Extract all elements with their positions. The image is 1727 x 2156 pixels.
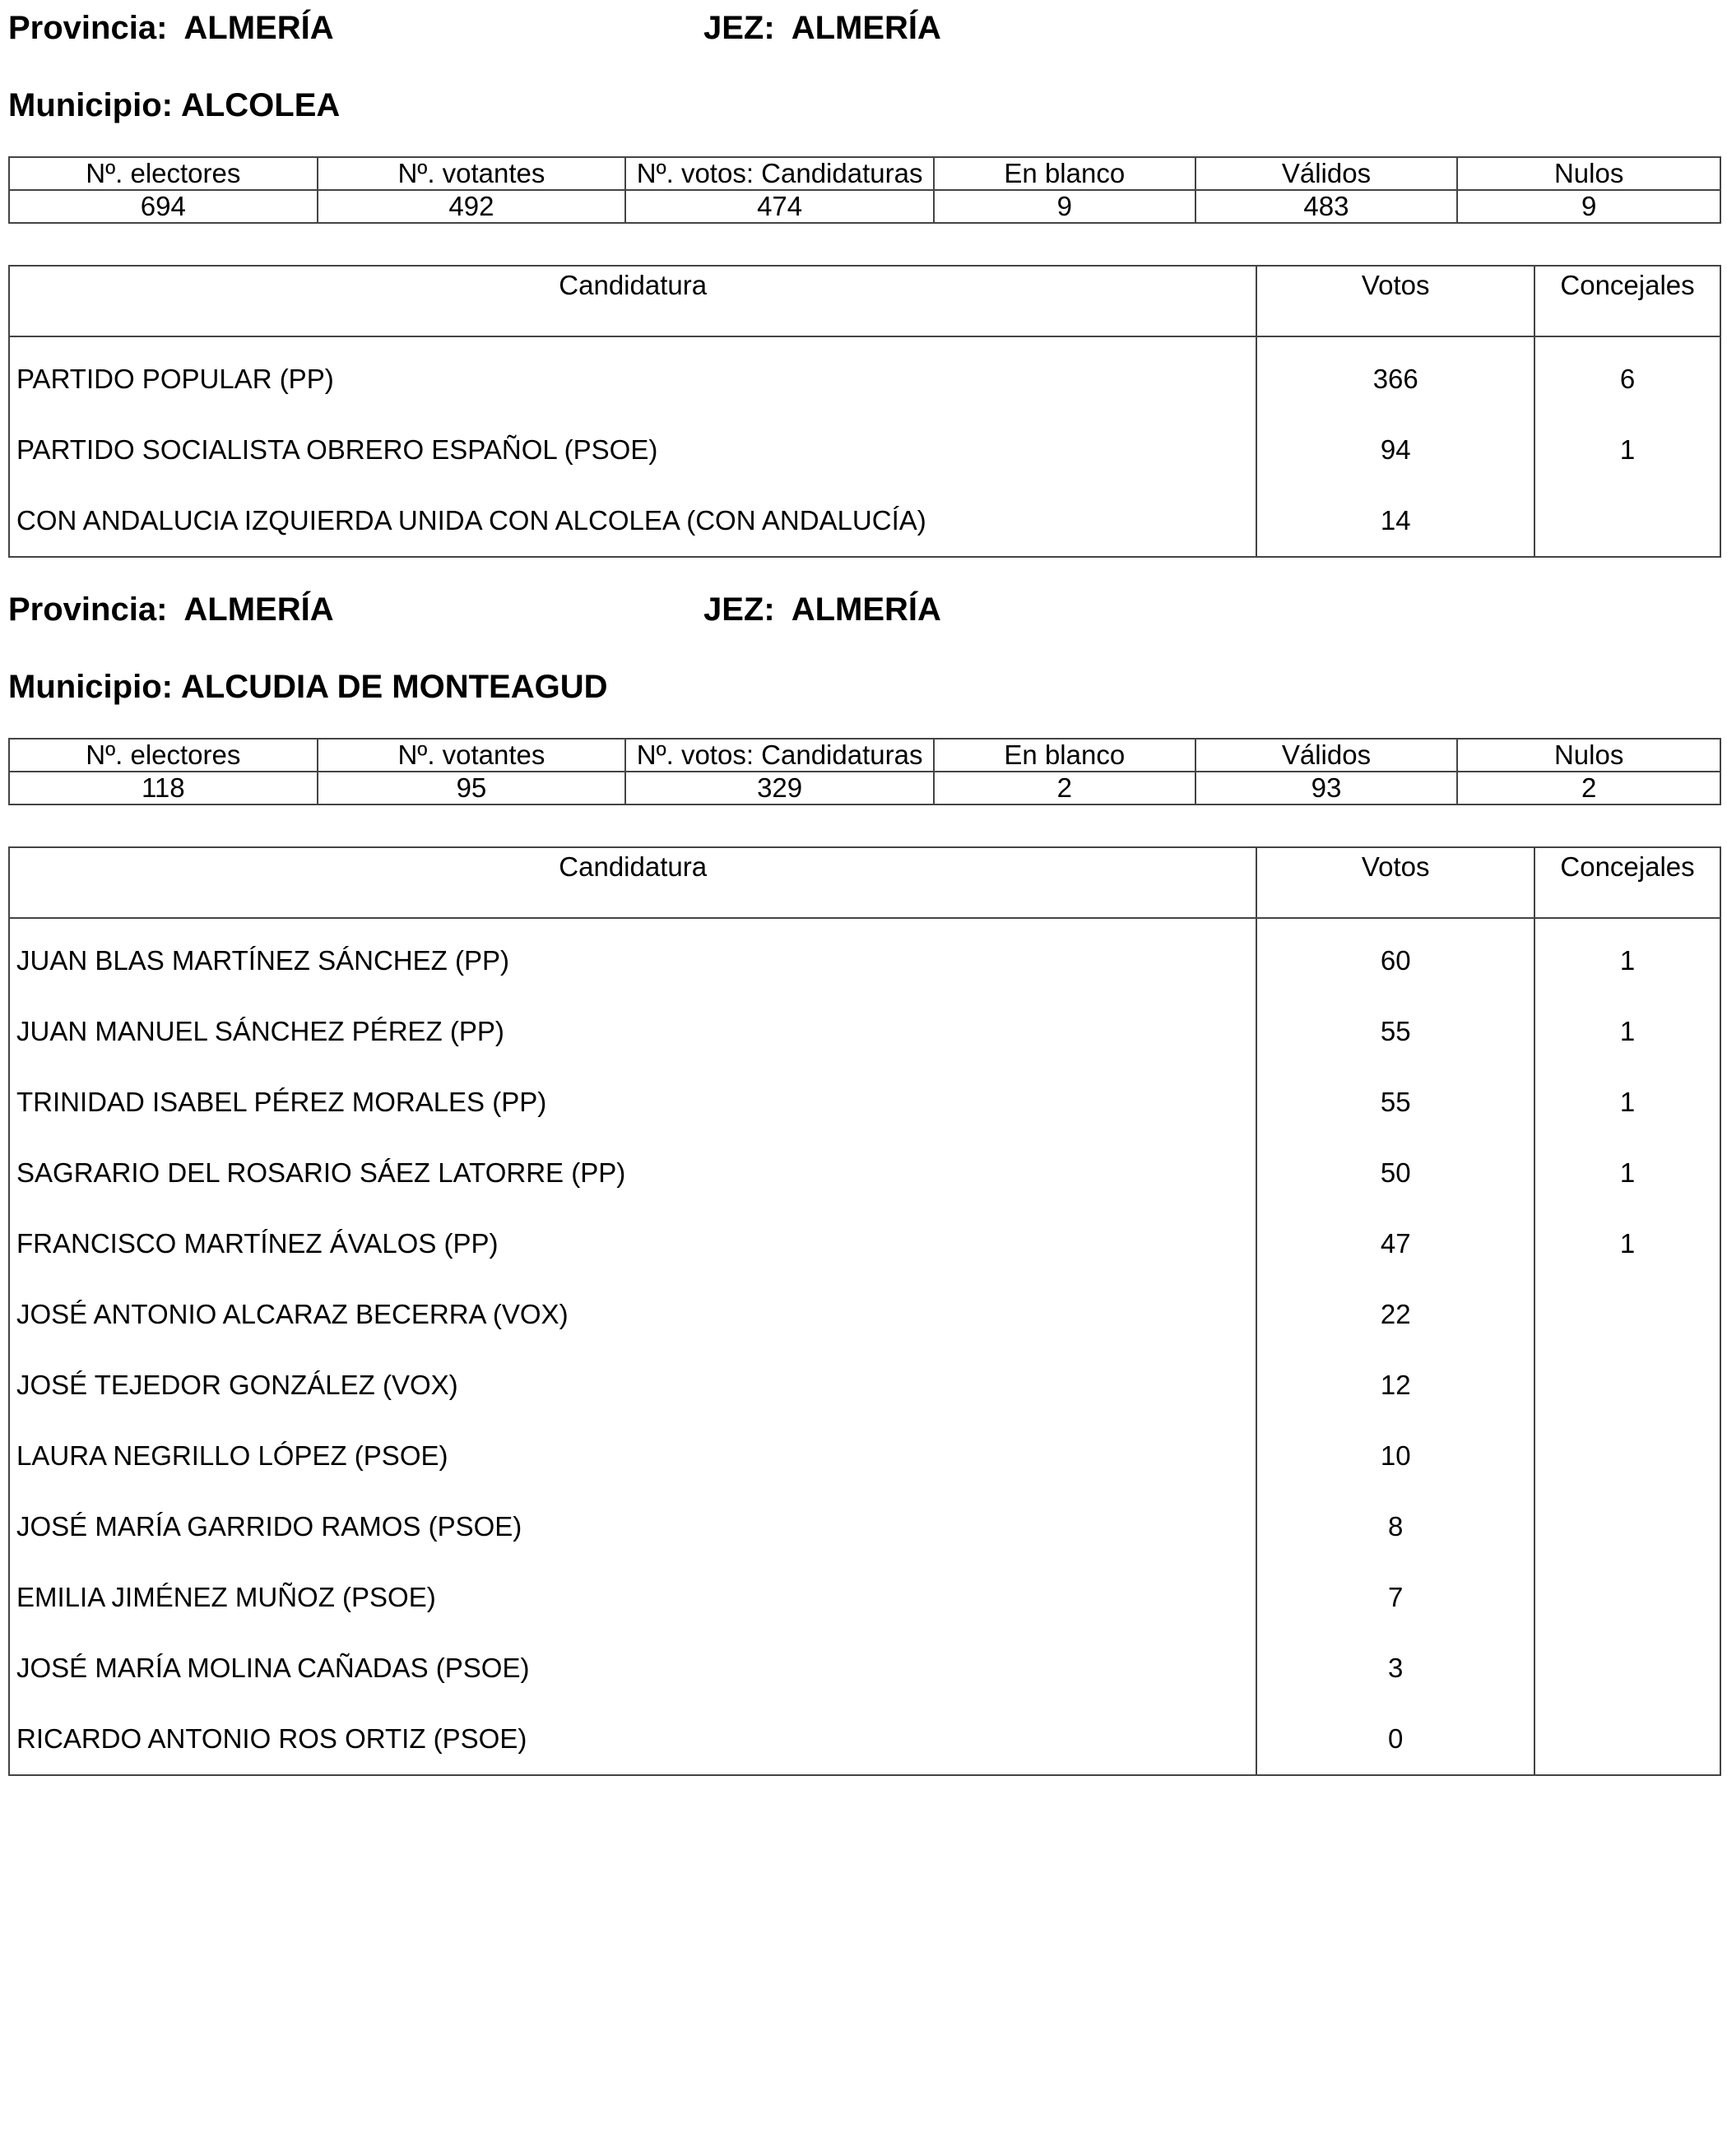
jez-line	[703, 12, 941, 44]
provincia-label: Provincia:	[8, 10, 168, 46]
candidatura-name: JOSÉ TEJEDOR GONZÁLEZ (VOX)	[9, 1350, 1256, 1421]
candidatura-name: RICARDO ANTONIO ROS ORTIZ (PSOE)	[9, 1704, 1256, 1775]
votos-value: 60	[1256, 918, 1534, 996]
summary-value-cell: 474	[625, 190, 934, 223]
candidatura-name: JOSÉ ANTONIO ALCARAZ BECERRA (VOX)	[9, 1279, 1256, 1350]
concejales-value	[1534, 1279, 1720, 1350]
candidatura-name: SAGRARIO DEL ROSARIO SÁEZ LATORRE (PP)	[9, 1138, 1256, 1208]
concejales-value: 1	[1534, 1067, 1720, 1138]
votos-value: 10	[1256, 1421, 1534, 1491]
jez-value: ALMERÍA	[791, 591, 941, 628]
summary-value-cell: 329	[625, 772, 934, 804]
table-row	[9, 415, 1720, 485]
votos-value: 7	[1256, 1562, 1534, 1633]
table-row	[9, 1067, 1720, 1138]
candidatura-name: FRANCISCO MARTÍNEZ ÁVALOS (PP)	[9, 1208, 1256, 1279]
summary-value-cell: 9	[934, 190, 1195, 223]
concejales-value	[1534, 1562, 1720, 1633]
summary-header-cell: Nº. votos: Candidaturas	[625, 157, 934, 190]
concejales-value: 1	[1534, 1138, 1720, 1208]
municipio-value: ALCUDIA DE MONTEAGUD	[180, 669, 608, 705]
summary-header-cell: Nulos	[1457, 157, 1720, 190]
table-row	[9, 1279, 1720, 1350]
votos-value: 14	[1256, 485, 1534, 557]
concejales-value: 1	[1534, 996, 1720, 1067]
summary-table	[8, 156, 1721, 224]
candidatura-name: JOSÉ MARÍA MOLINA CAÑADAS (PSOE)	[9, 1633, 1256, 1704]
summary-header-row	[9, 739, 1720, 772]
concejales-value: 6	[1534, 336, 1720, 415]
table-row	[9, 485, 1720, 557]
summary-value-cell: 483	[1195, 190, 1458, 223]
votos-value: 366	[1256, 336, 1534, 415]
provincia-label: Provincia:	[8, 591, 168, 628]
summary-value-cell: 118	[9, 772, 318, 804]
votos-value: 55	[1256, 1067, 1534, 1138]
votos-value: 50	[1256, 1138, 1534, 1208]
table-row	[9, 1421, 1720, 1491]
votos-header: Votos	[1256, 266, 1534, 336]
summary-header-cell: Válidos	[1195, 739, 1458, 772]
candidaturas-header-row	[9, 266, 1720, 336]
candidatura-name: LAURA NEGRILLO LÓPEZ (PSOE)	[9, 1421, 1256, 1491]
provincia-value: ALMERÍA	[183, 591, 334, 628]
table-row	[9, 996, 1720, 1067]
candidaturas-table	[8, 265, 1721, 558]
table-row	[9, 1491, 1720, 1562]
provincia-value: ALMERÍA	[183, 10, 334, 46]
candidatura-name: PARTIDO SOCIALISTA OBRERO ESPAÑOL (PSOE)	[9, 415, 1256, 485]
municipio-label: Municipio:	[8, 87, 173, 123]
summary-header-cell: Nº. electores	[9, 739, 318, 772]
concejales-header: Concejales	[1534, 847, 1720, 918]
votos-value: 0	[1256, 1704, 1534, 1775]
votos-value: 55	[1256, 996, 1534, 1067]
candidatura-header: Candidatura	[9, 847, 1256, 918]
concejales-value: 1	[1534, 1208, 1720, 1279]
candidatura-name: JUAN BLAS MARTÍNEZ SÁNCHEZ (PP)	[9, 918, 1256, 996]
concejales-value	[1534, 1633, 1720, 1704]
concejales-value	[1534, 1491, 1720, 1562]
votos-header: Votos	[1256, 847, 1534, 918]
summary-value-cell: 2	[1457, 772, 1720, 804]
table-row	[9, 336, 1720, 415]
summary-header-cell: En blanco	[934, 157, 1195, 190]
summary-value-cell: 9	[1457, 190, 1720, 223]
table-row	[9, 1704, 1720, 1775]
summary-value-cell: 93	[1195, 772, 1458, 804]
votos-value: 12	[1256, 1350, 1534, 1421]
concejales-value	[1534, 485, 1720, 557]
summary-value-cell: 95	[318, 772, 626, 804]
summary-header-cell: Nulos	[1457, 739, 1720, 772]
summary-header-cell: Nº. votantes	[318, 739, 626, 772]
concejales-value	[1534, 1350, 1720, 1421]
summary-header-cell: Nº. votos: Candidaturas	[625, 739, 934, 772]
table-row	[9, 1633, 1720, 1704]
concejales-header: Concejales	[1534, 266, 1720, 336]
summary-value-cell: 492	[318, 190, 626, 223]
summary-value-row	[9, 772, 1720, 804]
municipio-line	[8, 89, 340, 122]
municipio-value: ALCOLEA	[180, 87, 341, 123]
summary-value-row	[9, 190, 1720, 223]
votos-value: 94	[1256, 415, 1534, 485]
candidatura-name: TRINIDAD ISABEL PÉREZ MORALES (PP)	[9, 1067, 1256, 1138]
table-row	[9, 1350, 1720, 1421]
summary-header-cell: En blanco	[934, 739, 1195, 772]
summary-header-row	[9, 157, 1720, 190]
votos-value: 3	[1256, 1633, 1534, 1704]
municipio-label: Municipio:	[8, 669, 173, 705]
provincia-line	[8, 593, 334, 626]
jez-label: JEZ:	[703, 591, 775, 628]
table-row	[9, 1562, 1720, 1633]
candidatura-name: JUAN MANUEL SÁNCHEZ PÉREZ (PP)	[9, 996, 1256, 1067]
summary-value-cell: 2	[934, 772, 1195, 804]
jez-value: ALMERÍA	[791, 10, 941, 46]
concejales-value	[1534, 1421, 1720, 1491]
votos-value: 8	[1256, 1491, 1534, 1562]
municipio-line	[8, 670, 607, 703]
summary-header-cell: Nº. electores	[9, 157, 318, 190]
concejales-value: 1	[1534, 415, 1720, 485]
candidatura-name: JOSÉ MARÍA GARRIDO RAMOS (PSOE)	[9, 1491, 1256, 1562]
candidaturas-table	[8, 846, 1721, 1776]
jez-label: JEZ:	[703, 10, 775, 46]
table-row	[9, 918, 1720, 996]
summary-header-cell: Nº. votantes	[318, 157, 626, 190]
jez-line	[703, 593, 941, 626]
table-row	[9, 1138, 1720, 1208]
candidatura-header: Candidatura	[9, 266, 1256, 336]
candidatura-name: PARTIDO POPULAR (PP)	[9, 336, 1256, 415]
summary-header-cell: Válidos	[1195, 157, 1458, 190]
concejales-value: 1	[1534, 918, 1720, 996]
table-row	[9, 1208, 1720, 1279]
provincia-line	[8, 12, 334, 44]
candidatura-name: EMILIA JIMÉNEZ MUÑOZ (PSOE)	[9, 1562, 1256, 1633]
concejales-value	[1534, 1704, 1720, 1775]
votos-value: 22	[1256, 1279, 1534, 1350]
candidaturas-header-row	[9, 847, 1720, 918]
votos-value: 47	[1256, 1208, 1534, 1279]
summary-value-cell: 694	[9, 190, 318, 223]
summary-table	[8, 738, 1721, 805]
candidatura-name: CON ANDALUCIA IZQUIERDA UNIDA CON ALCOLEA (CON ANDALUCÍA)	[9, 485, 1256, 557]
